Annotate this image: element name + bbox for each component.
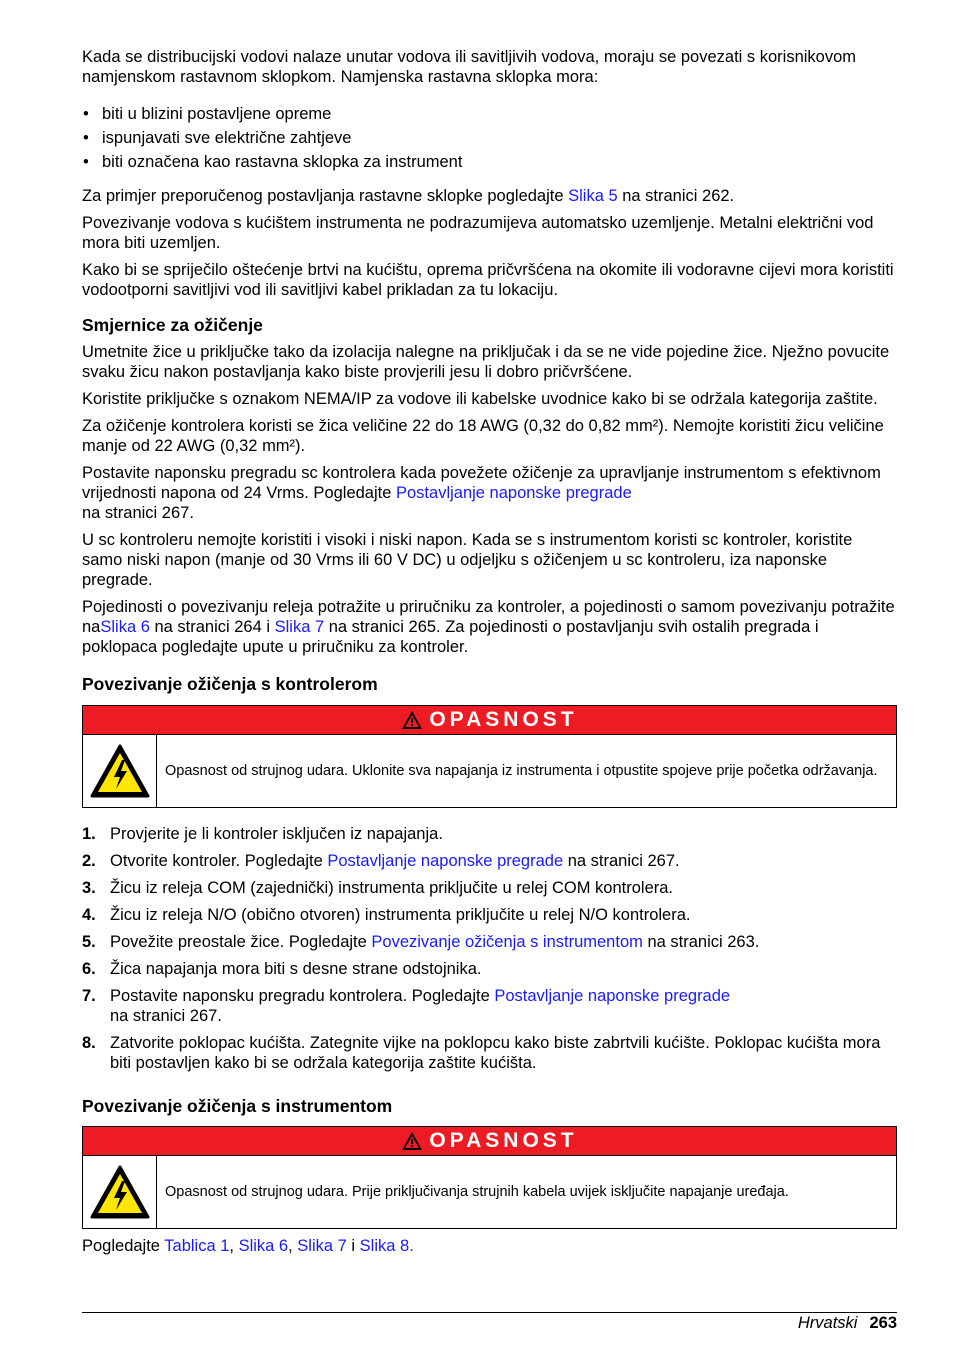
list-item: • biti označena kao rastavna sklopka za instrument: [82, 152, 897, 172]
example-paragraph: Za primjer preporučenog postavljanja rastavne sklopke pogledajte Slika 5 na stranici 262.: [82, 187, 735, 205]
wiring-paragraph: Pojedinosti o povezivanju releja potražite u priručniku za kontroler, a pojedinosti o samom povezivanju potražite naSlika 6 na stranici 264 i Slika 7 na stranici 265. Za pojedinosti o postavljanju svih ostalih pregrada i poklopaca pogledajte upute u priručniku za kontroler.: [82, 598, 895, 656]
link-postavljanje-naponske-pregrade[interactable]: Postavljanje naponske pregrade: [494, 987, 731, 1005]
footer-language: Hrvatski: [797, 1314, 858, 1332]
danger-header: [83, 706, 896, 735]
intro-paragraph: Kada se distribucijski vodovi nalaze unutar vodova ili savitljivih vodova, moraju se povezati s korisnikovom namjenskom rastavnom sklopkom. Namjenska rastavna sklopka mora:: [82, 48, 857, 86]
wiring-paragraph: Koristite priključke s oznakom NEMA/IP za vodove ili kabelske uvodnice kako bi se održala kategorija zaštite.: [82, 390, 878, 408]
link-slika-8[interactable]: Slika 8: [359, 1237, 410, 1255]
link-postavljanje-naponske-pregrade[interactable]: Postavljanje naponske pregrade: [327, 852, 564, 870]
danger-text: Opasnost od strujnog udara. Prije priključivanja strujnih kabela uvijek isključite napajanje uređaja.: [165, 1184, 789, 1200]
link-slika-5[interactable]: Slika 5: [568, 187, 618, 205]
controller-steps: [82, 824, 897, 1073]
danger-box: [82, 1126, 897, 1229]
controller-wiring-heading: Povezivanje ožičenja s kontrolerom: [82, 674, 378, 694]
list-item: 8. Zatvorite poklopac kućišta. Zategnite vijke na poklopcu kako biste zabrtvili kućište. Poklopac kućišta mora biti postavljen kako bi se održala kategorija zaštite kućišta.: [82, 1034, 881, 1072]
danger-box: [82, 705, 897, 808]
danger-label: OPASNOST: [429, 708, 578, 731]
link-slika-7[interactable]: Slika 7: [297, 1237, 347, 1255]
page-number: 263: [869, 1314, 897, 1332]
list-item: 3. Žicu iz releja COM (zajednički) instrumenta priključite u relej COM kontrolera.: [82, 879, 674, 897]
link-postavljanje-naponske-pregrade[interactable]: Postavljanje naponske pregrade: [396, 484, 632, 502]
link-povezivanje-ozicenja-s-instrumentom[interactable]: Povezivanje ožičenja s instrumentom: [371, 933, 643, 951]
page-content: [82, 47, 897, 1263]
link-slika-7[interactable]: Slika 7: [274, 618, 325, 636]
grounding-paragraph: Povezivanje vodova s kućištem instrumenta ne podrazumijeva automatsko uzemljenje. Metalni električni vod mora biti uzemljen.: [82, 214, 874, 252]
electric-shock-icon: [83, 735, 157, 807]
requirements-list: [82, 104, 897, 172]
wiring-paragraph: Postavite naponsku pregradu sc kontrolera kada povežete ožičenje za upravljanje instrumentom s efektivnom vrijednosti napona od 24 Vrms. Pogledajte Postavljanje naponske pregrade na stranici 267.: [82, 464, 881, 522]
list-item: 5. Povežite preostale žice. Pogledajte Povezivanje ožičenja s instrumentom na stranici 263.: [82, 933, 760, 951]
instrument-wiring-heading: Povezivanje ožičenja s instrumentom: [82, 1096, 393, 1116]
list-item: • biti u blizini postavljene opreme: [82, 104, 897, 124]
wiring-paragraph: Za ožičenje kontrolera koristi se žica veličine 22 do 18 AWG (0,32 do 0,82 mm²). Nemojte koristiti žicu veličine manje od 22 AWG (0,32 mm²).: [82, 417, 884, 455]
danger-text: Opasnost od strujnog udara. Uklonite sva napajanja iz instrumenta i otpustite spojeve prije početka održavanja.: [165, 763, 878, 779]
wiring-guidelines-heading: Smjernice za ožičenje: [82, 315, 263, 335]
electric-shock-icon: [83, 1156, 157, 1228]
list-item: • ispunjavati sve električne zahtjeve: [82, 128, 897, 148]
see-also-paragraph: Pogledajte Tablica 1, Slika 6, Slika 7 i Slika 8.: [82, 1237, 414, 1255]
list-item: 4. Žicu iz releja N/O (obično otvoren) instrumenta priključite u relej N/O kontrolera.: [82, 906, 691, 924]
wiring-paragraph: U sc kontroleru nemojte koristiti i visoki i niski napon. Kada se s instrumentom koristi sc kontroler, koristite samo niski napon (manje od 30 Vrms ili 60 V DC) u odjeljku s ožičenjem u sc kontroleru, iza naponske pregrade.: [82, 531, 853, 589]
page-footer: [82, 1312, 897, 1333]
list-item: 1. Provjerite je li kontroler isključen iz napajanja.: [82, 825, 443, 843]
link-slika-6[interactable]: Slika 6: [100, 618, 150, 636]
list-item: 7. Postavite naponsku pregradu kontrolera. Pogledajte Postavljanje naponske pregrade na stranici 267.: [82, 987, 731, 1025]
danger-header: [83, 1127, 896, 1156]
list-item: 2. Otvorite kontroler. Pogledajte Postavljanje naponske pregrade na stranici 267.: [82, 852, 680, 870]
warning-triangle-icon: [401, 1131, 423, 1151]
danger-label: OPASNOST: [429, 1129, 578, 1152]
list-item: 6. Žica napajanja mora biti s desne strane odstojnika.: [82, 960, 482, 978]
wiring-paragraph: Umetnite žice u priključke tako da izolacija nalegne na priključak i da se ne vide pojedine žice. Nježno povucite svaku žicu nakon postavljanja kako biste provjerili jesu li dobro pričvršćene.: [82, 343, 890, 381]
link-tablica-1[interactable]: Tablica 1: [164, 1237, 230, 1255]
seal-paragraph: Kako bi se spriječilo oštećenje brtvi na kućištu, oprema pričvršćena na okomite ili vodoravne cijevi mora koristiti vodootporni savitljivi vod ili savitljivi kabel prikladan za tu lokaciju.: [82, 261, 894, 299]
warning-triangle-icon: [401, 710, 423, 730]
link-slika-6[interactable]: Slika 6: [238, 1237, 289, 1255]
